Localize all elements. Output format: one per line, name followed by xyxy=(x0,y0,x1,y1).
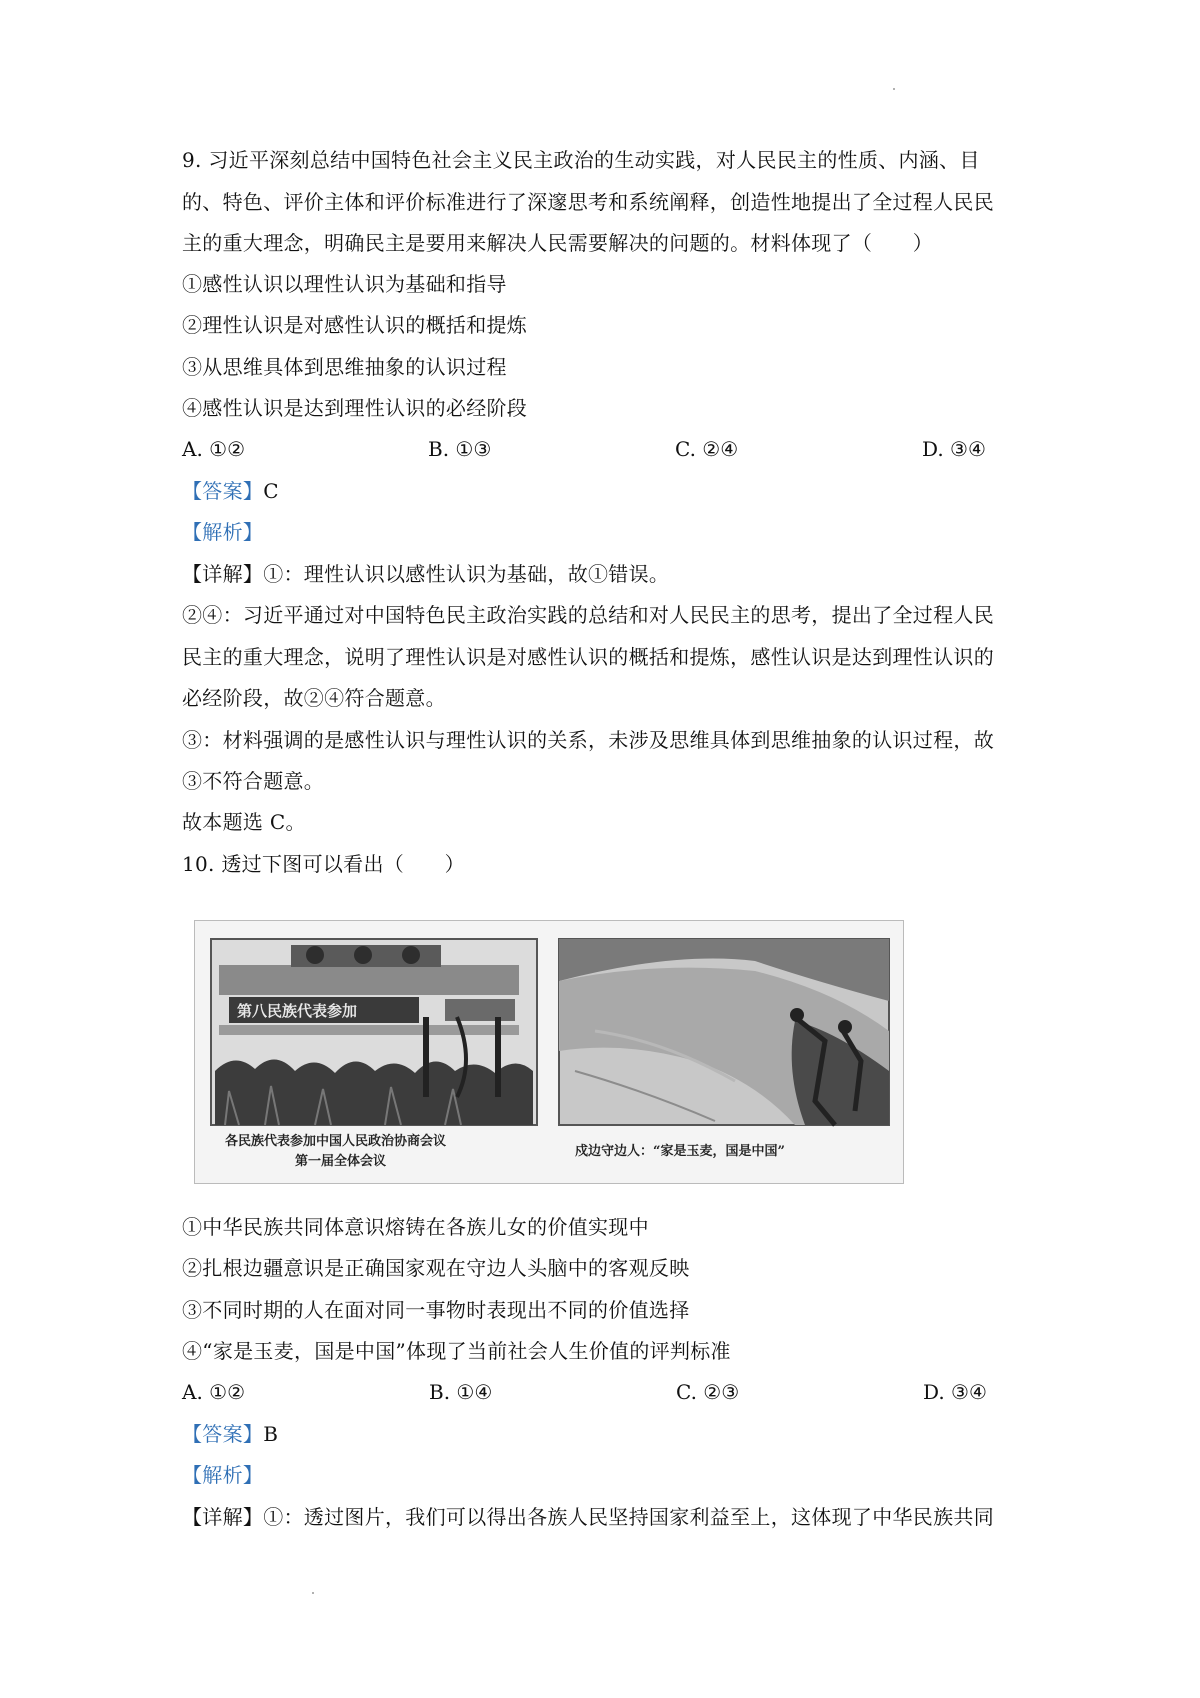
q9-stem-line-1: 9. 习近平深刻总结中国特色社会主义民主政治的生动实践，对人民民主的性质、内涵、目 xyxy=(182,148,980,172)
q10-option-b: B. ①④ xyxy=(429,1380,493,1404)
q9-answer xyxy=(182,479,1032,503)
q9-option-c: C. ②④ xyxy=(675,437,739,461)
q9-option-a: A. ①② xyxy=(182,437,246,461)
q10-detail-line-1 xyxy=(182,1505,1032,1529)
q10-analysis-tag: 【解析】 xyxy=(182,1463,264,1487)
q9-statement-3: ③从思维具体到思维抽象的认识过程 xyxy=(182,355,507,379)
q10-stem: 10. 透过下图可以看出（ ） xyxy=(182,852,465,876)
scan-speck xyxy=(312,1592,314,1594)
q9-detail-line-4: 必经阶段，故②④符合题意。 xyxy=(182,686,446,710)
left-photo xyxy=(211,939,537,1125)
q10-option-d: D. ③④ xyxy=(923,1380,987,1404)
detail-text: ①：透过图片，我们可以得出各族人民坚持国家利益至上，这体现了中华民族共同 xyxy=(263,1505,995,1529)
q9-stem-line-2: 的、特色、评价主体和评价标准进行了深邃思考和系统阐释，创造性地提出了全过程人民民 xyxy=(182,190,994,214)
answer-tag: 【答案】 xyxy=(182,479,264,503)
scan-speck xyxy=(893,88,895,90)
q9-detail-line-6: ③不符合题意。 xyxy=(182,769,325,793)
q10-statement-3: ③不同时期的人在面对同一事物时表现出不同的价值选择 xyxy=(182,1298,690,1322)
detail-text: ①：理性认识以感性认识为基础，故①错误。 xyxy=(263,562,670,586)
q10-option-c: C. ②③ xyxy=(676,1380,740,1404)
q9-detail-line-7: 故本题选 C。 xyxy=(182,810,306,834)
q9-detail-line-3: 民主的重大理念，说明了理性认识是对感性认识的概括和提炼，感性认识是达到理性认识的 xyxy=(182,645,994,669)
left-banner-text: 第八民族代表参加 xyxy=(237,1002,358,1020)
q9-detail-line-2: ②④：习近平通过对中国特色民主政治实践的总结和对人民民主的思考，提出了全过程人民 xyxy=(182,603,994,627)
right-caption: 戍边守边人：“家是玉麦，国是中国” xyxy=(575,1144,785,1159)
q9-statement-4: ④感性认识是达到理性认识的必经阶段 xyxy=(182,396,528,420)
detail-tag: 【详解】 xyxy=(182,1505,264,1529)
left-caption-line-2: 第一届全体会议 xyxy=(295,1154,387,1169)
right-photo xyxy=(559,939,889,1125)
answer-tag: 【答案】 xyxy=(182,1422,264,1446)
q10-statement-1: ①中华民族共同体意识熔铸在各族儿女的价值实现中 xyxy=(182,1215,649,1239)
q9-statement-1: ①感性认识以理性认识为基础和指导 xyxy=(182,272,507,296)
left-caption-line-1: 各民族代表参加中国人民政治协商会议 xyxy=(225,1134,447,1149)
q10-statement-2: ②扎根边疆意识是正确国家观在守边人头脑中的客观反映 xyxy=(182,1256,690,1280)
q9-stem-line-3: 主的重大理念，明确民主是要用来解决人民需要解决的问题的。材料体现了（ ） xyxy=(182,231,934,255)
answer-value: C xyxy=(263,479,279,503)
q9-analysis-tag: 【解析】 xyxy=(182,520,264,544)
q9-option-b: B. ①③ xyxy=(428,437,492,461)
detail-tag: 【详解】 xyxy=(182,562,264,586)
q9-detail-line-5: ③：材料强调的是感性认识与理性认识的关系，未涉及思维具体到思维抽象的认识过程，故 xyxy=(182,728,994,752)
q10-statement-4: ④“家是玉麦，国是中国”体现了当前社会人生价值的评判标准 xyxy=(182,1339,731,1363)
q10-answer xyxy=(182,1422,1032,1446)
q9-detail-line-1 xyxy=(182,562,1032,586)
answer-value: B xyxy=(263,1422,279,1446)
q9-statement-2: ②理性认识是对感性认识的概括和提炼 xyxy=(182,313,528,337)
q10-option-a: A. ①② xyxy=(182,1380,246,1404)
q10-figure xyxy=(194,920,904,1184)
q9-option-d: D. ③④ xyxy=(922,437,986,461)
